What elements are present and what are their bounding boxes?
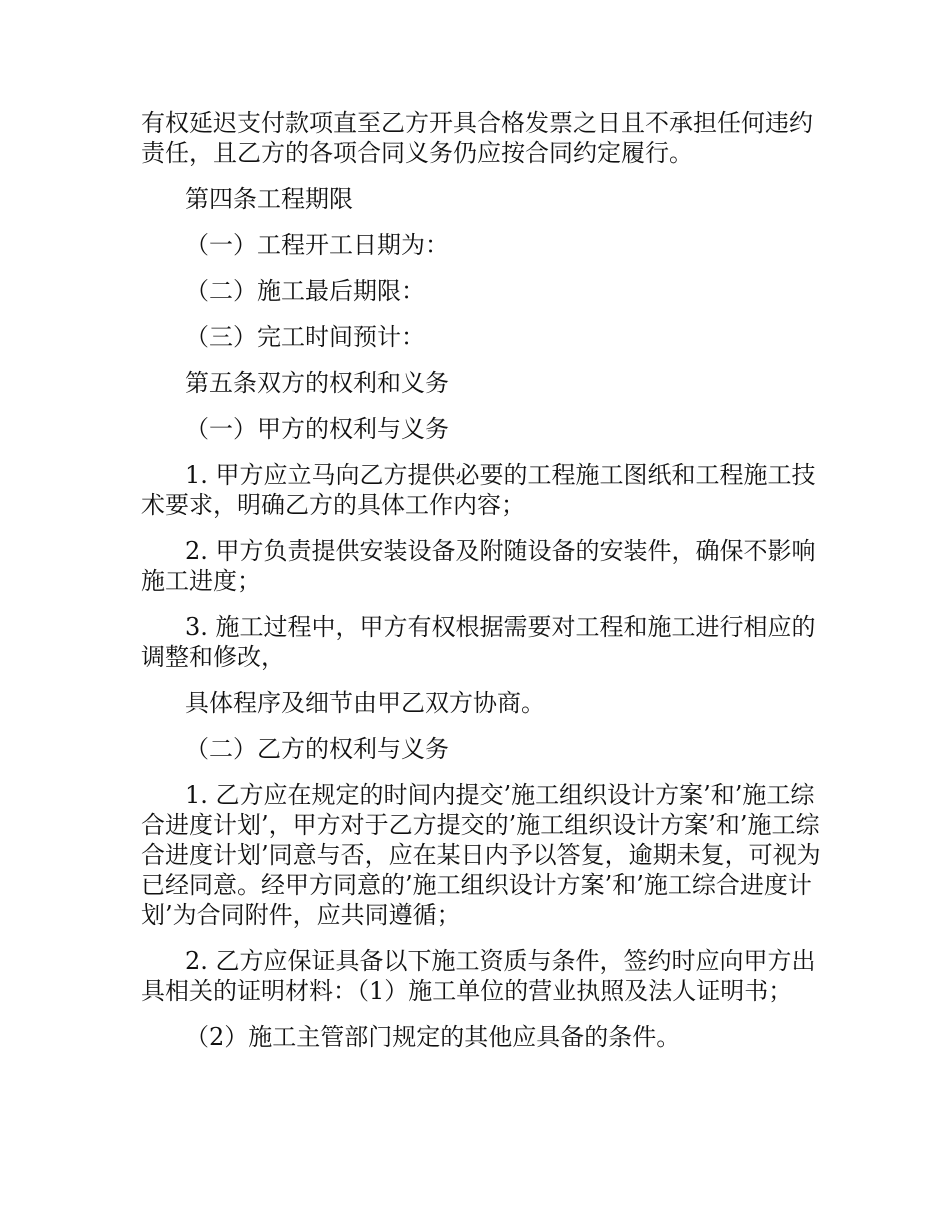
article-5-heading: 第五条双方的权利和义务: [185, 369, 449, 397]
paragraph-continuation: 有权延迟支付款项直至乙方开具合格发票之日且不承担任何违约责任，且乙方的各项合同义务仍应按合同约定履行。: [141, 109, 813, 167]
article-4-heading: 第四条工程期限: [185, 185, 353, 213]
party-b-item-1: 1. 乙方应在规定的时间内提交’施工组织设计方案’和’施工综合进度计划’，甲方对于乙方提交的’施工组织设计方案’和’施工综合进度计划’同意与否，应在某日内予以答复，逾期未复，可视为已经同意。经甲方同意的’施工组织设计方案’和’施工综合进度计划’为合同附件，应共同遵循；: [141, 781, 821, 929]
party-a-item-3-detail: 具体程序及细节由甲乙双方协商。: [185, 689, 545, 717]
clause-start-date: （一）工程开工日期为：: [185, 231, 449, 259]
party-a-item-2: 2. 甲方负责提供安装设备及附随设备的安装件，确保不影响施工进度；: [141, 537, 816, 595]
clause-deadline: （二）施工最后期限：: [185, 277, 425, 305]
party-b-item-2-sub-2: （2）施工主管部门规定的其他应具备的条件。: [185, 1023, 681, 1051]
party-a-rights-heading: （一）甲方的权利与义务: [185, 415, 449, 443]
party-a-item-1: 1. 甲方应立马向乙方提供必要的工程施工图纸和工程施工技术要求，明确乙方的具体工作内容；: [141, 461, 816, 519]
party-a-item-3: 3. 施工过程中，甲方有权根据需要对工程和施工进行相应的调整和修改，: [141, 613, 816, 671]
party-b-rights-heading: （二）乙方的权利与义务: [185, 735, 449, 763]
party-b-item-2: 2. 乙方应保证具备以下施工资质与条件，签约时应向甲方出具相关的证明材料：（1）施工单位的营业执照及法人证明书；: [141, 947, 816, 1005]
document-body: [141, 108, 821, 1068]
clause-completion-estimate: （三）完工时间预计：: [185, 323, 425, 351]
